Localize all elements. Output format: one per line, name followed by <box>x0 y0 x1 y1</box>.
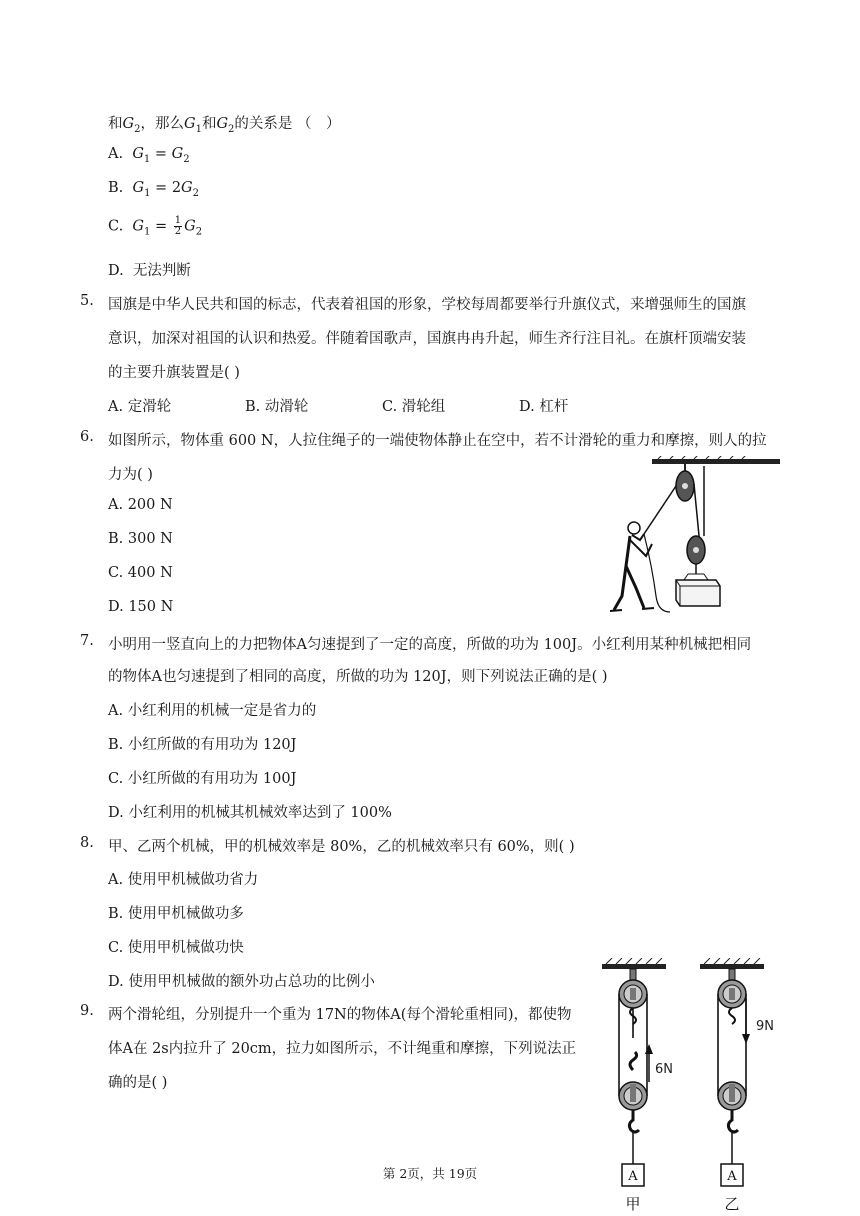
q5-line-3: 的主要升旗装置是( ) <box>108 365 240 381</box>
q7-option-a: A. 小红利用的机械一定是省力的 <box>108 703 317 719</box>
q8-option-b: B. 使用甲机械做功多 <box>108 906 244 922</box>
q8-line-1: 甲、乙两个机械，甲的机械效率是 80%，乙的机械效率只有 60%，则( ) <box>108 839 575 855</box>
q9-line-3: 确的是( ) <box>108 1075 168 1091</box>
q5-option-c: C. 滑轮组 <box>382 399 446 415</box>
q9-line-1: 两个滑轮组，分别提升一个重为 17N的物体A(每个滑轮重相同)，都使物 <box>108 1007 572 1023</box>
q4-option-a: A. $G_1 = G_2$ <box>108 146 190 165</box>
q6-option-c: C. 400 N <box>108 565 173 581</box>
page-footer: 第 2页，共 19页 <box>382 1166 478 1181</box>
q9-line-2: 体A在 2s内拉升了 20cm，拉力如图所示，不计绳重和摩擦，下列说法正 <box>108 1041 577 1057</box>
q9-number: 9. <box>80 1003 94 1019</box>
q5-option-b: B. 动滑轮 <box>245 399 309 415</box>
q6-line-2: 力为( ) <box>108 467 153 483</box>
q5-number: 5. <box>80 293 94 309</box>
q7-option-d: D. 小红利用的机械其机械效率达到了 100% <box>108 805 392 821</box>
q4-option-b: B. $G_1 = 2G_2$ <box>108 180 200 199</box>
force-label-right: 9N <box>756 1019 774 1034</box>
q8-number: 8. <box>80 835 94 851</box>
ceiling-right <box>700 964 764 969</box>
q7-number: 7. <box>80 633 94 649</box>
block-label-left: A <box>628 1169 638 1184</box>
q6-number: 6. <box>80 429 94 445</box>
q5-line-1: 国旗是中华人民共和国的标志，代表着祖国的形象，学校每周都要举行升旗仪式，来增强师生的国旗 <box>108 297 746 313</box>
q5-options <box>108 395 656 416</box>
q4-option-c: C. $G_1$ = $\frac{1}{2}$ $G_2$ <box>108 215 203 238</box>
q7-line-2: 的物体A也匀速提到了相同的高度，所做的功为 120J，则下列说法正确的是( ) <box>108 669 608 685</box>
q5-option-d: D. 杠杆 <box>519 399 569 415</box>
ceiling-left <box>602 964 666 969</box>
q8-option-d: D. 使用甲机械做的额外功占总功的比例小 <box>108 974 375 990</box>
block-label-right: A <box>727 1169 737 1184</box>
q7-line-1: 小明用一竖直向上的力把物体A匀速提到了一定的高度，所做的功为 100J。小红利用某种机械把相同 <box>108 637 752 653</box>
q6-option-d: D. 150 N <box>108 599 174 615</box>
q6-pulley-figure <box>608 456 786 618</box>
force-label-left: 6N <box>655 1062 673 1077</box>
q5-line-2: 意识，加深对祖国的认识和热爱。伴随着国歌声，国旗冉冉升起，师生齐行注目礼。在旗杆顶端安装 <box>108 331 746 347</box>
q5-option-a: A. 定滑轮 <box>108 399 172 415</box>
q7-option-c: C. 小红所做的有用功为 100J <box>108 771 297 787</box>
q4-option-d: D. 无法判断 <box>108 263 191 279</box>
caption-left: 甲 <box>625 1195 641 1213</box>
q7-option-b: B. 小红所做的有用功为 120J <box>108 737 297 753</box>
q4-continuation: 和$G_2$，那么$G_1$和$G_2$的关系是 （ ） <box>108 116 341 135</box>
caption-right: 乙 <box>724 1195 740 1213</box>
q8-option-c: C. 使用甲机械做功快 <box>108 940 244 956</box>
q6-option-b: B. 300 N <box>108 531 173 547</box>
q8-option-a: A. 使用甲机械做功省力 <box>108 872 259 888</box>
q6-line-1: 如图所示，物体重 600 N，人拉住绳子的一端使物体静止在空中，若不计滑轮的重力和摩擦，则人的拉 <box>108 433 767 449</box>
q6-option-a: A. 200 N <box>108 497 173 513</box>
